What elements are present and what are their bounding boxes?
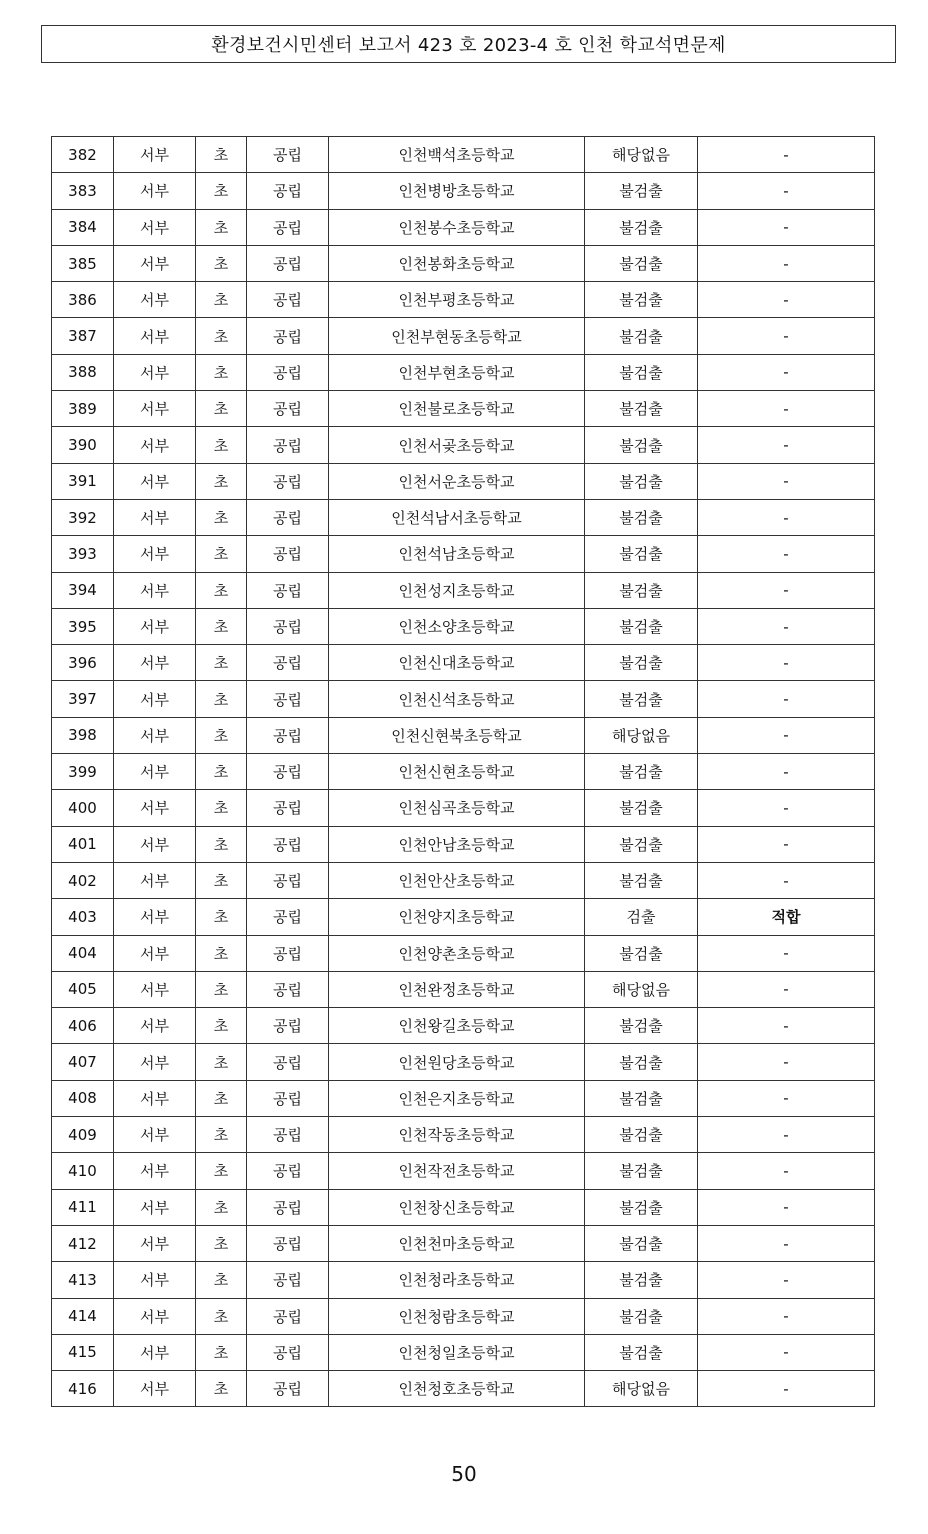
result-cell: - [698, 862, 875, 898]
school-name-cell: 인천작전초등학교 [329, 1153, 585, 1189]
school-name-cell: 인천작동초등학교 [329, 1117, 585, 1153]
school-type-cell: 공립 [247, 1334, 329, 1370]
asbestos-status-cell: 불검출 [585, 209, 698, 245]
school-name-cell: 인천천마초등학교 [329, 1225, 585, 1261]
row-number-cell: 409 [52, 1117, 114, 1153]
row-number-cell: 387 [52, 318, 114, 354]
row-number-cell: 414 [52, 1298, 114, 1334]
result-cell: - [698, 645, 875, 681]
page-number: 50 [451, 1462, 477, 1486]
result-cell: 적합 [698, 899, 875, 935]
result-cell: - [698, 499, 875, 535]
row-number-cell: 398 [52, 717, 114, 753]
result-cell: - [698, 1334, 875, 1370]
result-cell: - [698, 354, 875, 390]
table-row [52, 1298, 875, 1334]
table-row [52, 354, 875, 390]
school-name-cell: 인천소양초등학교 [329, 608, 585, 644]
school-name-cell: 인천서곶초등학교 [329, 427, 585, 463]
report-title: 환경보건시민센터 보고서 423 호 2023-4 호 인천 학교석면문제 [211, 35, 726, 56]
school-level-cell: 초 [196, 754, 247, 790]
asbestos-status-cell: 해당없음 [585, 137, 698, 173]
row-number-cell: 401 [52, 826, 114, 862]
result-cell: - [698, 608, 875, 644]
row-number-cell: 384 [52, 209, 114, 245]
region-cell: 서부 [114, 499, 196, 535]
school-type-cell: 공립 [247, 1044, 329, 1080]
row-number-cell: 405 [52, 971, 114, 1007]
school-name-cell: 인천성지초등학교 [329, 572, 585, 608]
table-row [52, 1262, 875, 1298]
school-type-cell: 공립 [247, 209, 329, 245]
school-type-cell: 공립 [247, 899, 329, 935]
result-cell: - [698, 1008, 875, 1044]
table-row [52, 862, 875, 898]
school-name-cell: 인천부현초등학교 [329, 354, 585, 390]
asbestos-status-cell: 불검출 [585, 173, 698, 209]
school-type-cell: 공립 [247, 391, 329, 427]
region-cell: 서부 [114, 935, 196, 971]
school-name-cell: 인천신현북초등학교 [329, 717, 585, 753]
asbestos-status-cell: 불검출 [585, 499, 698, 535]
region-cell: 서부 [114, 826, 196, 862]
result-cell: - [698, 1189, 875, 1225]
row-number-cell: 412 [52, 1225, 114, 1261]
region-cell: 서부 [114, 354, 196, 390]
region-cell: 서부 [114, 790, 196, 826]
result-cell: - [698, 1262, 875, 1298]
row-number-cell: 386 [52, 282, 114, 318]
asbestos-status-cell: 불검출 [585, 282, 698, 318]
result-cell: - [698, 391, 875, 427]
asbestos-status-cell: 해당없음 [585, 971, 698, 1007]
asbestos-status-cell: 불검출 [585, 354, 698, 390]
school-name-cell: 인천석남서초등학교 [329, 499, 585, 535]
asbestos-status-cell: 불검출 [585, 463, 698, 499]
asbestos-status-cell: 불검출 [585, 790, 698, 826]
region-cell: 서부 [114, 862, 196, 898]
school-type-cell: 공립 [247, 1153, 329, 1189]
school-level-cell: 초 [196, 499, 247, 535]
result-cell: - [698, 826, 875, 862]
asbestos-status-cell: 불검출 [585, 608, 698, 644]
result-cell: - [698, 1117, 875, 1153]
row-number-cell: 410 [52, 1153, 114, 1189]
report-header [41, 25, 896, 63]
asbestos-status-cell: 불검출 [585, 1080, 698, 1116]
school-level-cell: 초 [196, 1117, 247, 1153]
row-number-cell: 396 [52, 645, 114, 681]
region-cell: 서부 [114, 681, 196, 717]
table-row [52, 1371, 875, 1407]
row-number-cell: 408 [52, 1080, 114, 1116]
asbestos-status-cell: 불검출 [585, 862, 698, 898]
school-type-cell: 공립 [247, 463, 329, 499]
region-cell: 서부 [114, 1262, 196, 1298]
table-row [52, 1008, 875, 1044]
school-type-cell: 공립 [247, 282, 329, 318]
school-level-cell: 초 [196, 209, 247, 245]
table-row [52, 790, 875, 826]
asbestos-status-cell: 불검출 [585, 681, 698, 717]
school-name-cell: 인천신현초등학교 [329, 754, 585, 790]
result-cell: - [698, 536, 875, 572]
school-level-cell: 초 [196, 899, 247, 935]
school-name-cell: 인천안남초등학교 [329, 826, 585, 862]
school-level-cell: 초 [196, 391, 247, 427]
school-level-cell: 초 [196, 1044, 247, 1080]
school-type-cell: 공립 [247, 354, 329, 390]
row-number-cell: 392 [52, 499, 114, 535]
region-cell: 서부 [114, 717, 196, 753]
asbestos-status-cell: 불검출 [585, 1225, 698, 1261]
school-level-cell: 초 [196, 137, 247, 173]
school-name-cell: 인천봉수초등학교 [329, 209, 585, 245]
school-name-cell: 인천양지초등학교 [329, 899, 585, 935]
row-number-cell: 403 [52, 899, 114, 935]
table-row [52, 1334, 875, 1370]
region-cell: 서부 [114, 137, 196, 173]
table-row [52, 572, 875, 608]
table-row [52, 1044, 875, 1080]
region-cell: 서부 [114, 318, 196, 354]
result-cell: - [698, 1080, 875, 1116]
row-number-cell: 399 [52, 754, 114, 790]
school-level-cell: 초 [196, 971, 247, 1007]
region-cell: 서부 [114, 427, 196, 463]
result-cell: - [698, 1371, 875, 1407]
school-type-cell: 공립 [247, 245, 329, 281]
result-cell: - [698, 1044, 875, 1080]
school-level-cell: 초 [196, 173, 247, 209]
asbestos-status-cell: 불검출 [585, 318, 698, 354]
school-name-cell: 인천원당초등학교 [329, 1044, 585, 1080]
table-row [52, 1153, 875, 1189]
region-cell: 서부 [114, 1153, 196, 1189]
result-cell: - [698, 137, 875, 173]
row-number-cell: 395 [52, 608, 114, 644]
region-cell: 서부 [114, 1117, 196, 1153]
region-cell: 서부 [114, 572, 196, 608]
asbestos-status-cell: 불검출 [585, 1189, 698, 1225]
region-cell: 서부 [114, 645, 196, 681]
region-cell: 서부 [114, 1225, 196, 1261]
table-row [52, 427, 875, 463]
result-cell: - [698, 754, 875, 790]
row-number-cell: 390 [52, 427, 114, 463]
region-cell: 서부 [114, 754, 196, 790]
table-body [52, 137, 875, 1407]
asbestos-status-cell: 불검출 [585, 826, 698, 862]
table-row [52, 826, 875, 862]
row-number-cell: 393 [52, 536, 114, 572]
table-row [52, 754, 875, 790]
result-cell: - [698, 318, 875, 354]
school-level-cell: 초 [196, 681, 247, 717]
table-row [52, 608, 875, 644]
region-cell: 서부 [114, 536, 196, 572]
table-row [52, 681, 875, 717]
region-cell: 서부 [114, 209, 196, 245]
school-type-cell: 공립 [247, 1189, 329, 1225]
school-level-cell: 초 [196, 1153, 247, 1189]
table-row [52, 282, 875, 318]
school-type-cell: 공립 [247, 826, 329, 862]
row-number-cell: 400 [52, 790, 114, 826]
result-cell: - [698, 245, 875, 281]
school-type-cell: 공립 [247, 717, 329, 753]
school-level-cell: 초 [196, 717, 247, 753]
school-level-cell: 초 [196, 282, 247, 318]
school-type-cell: 공립 [247, 1225, 329, 1261]
school-name-cell: 인천양촌초등학교 [329, 935, 585, 971]
school-level-cell: 초 [196, 1298, 247, 1334]
school-level-cell: 초 [196, 354, 247, 390]
table-row [52, 971, 875, 1007]
row-number-cell: 407 [52, 1044, 114, 1080]
school-name-cell: 인천안산초등학교 [329, 862, 585, 898]
school-name-cell: 인천청라초등학교 [329, 1262, 585, 1298]
school-name-cell: 인천청호초등학교 [329, 1371, 585, 1407]
region-cell: 서부 [114, 1080, 196, 1116]
school-type-cell: 공립 [247, 1008, 329, 1044]
table-row [52, 499, 875, 535]
school-type-cell: 공립 [247, 137, 329, 173]
table-row [52, 463, 875, 499]
school-name-cell: 인천청일초등학교 [329, 1334, 585, 1370]
school-type-cell: 공립 [247, 427, 329, 463]
school-level-cell: 초 [196, 463, 247, 499]
school-type-cell: 공립 [247, 862, 329, 898]
school-name-cell: 인천불로초등학교 [329, 391, 585, 427]
asbestos-status-cell: 불검출 [585, 245, 698, 281]
asbestos-status-cell: 불검출 [585, 935, 698, 971]
school-name-cell: 인천봉화초등학교 [329, 245, 585, 281]
table-row [52, 137, 875, 173]
school-type-cell: 공립 [247, 608, 329, 644]
row-number-cell: 413 [52, 1262, 114, 1298]
asbestos-status-cell: 불검출 [585, 645, 698, 681]
table-row [52, 1189, 875, 1225]
school-type-cell: 공립 [247, 536, 329, 572]
row-number-cell: 411 [52, 1189, 114, 1225]
school-name-cell: 인천백석초등학교 [329, 137, 585, 173]
asbestos-status-cell: 불검출 [585, 1262, 698, 1298]
result-cell: - [698, 935, 875, 971]
school-level-cell: 초 [196, 1189, 247, 1225]
region-cell: 서부 [114, 1334, 196, 1370]
school-level-cell: 초 [196, 572, 247, 608]
school-type-cell: 공립 [247, 1298, 329, 1334]
region-cell: 서부 [114, 1008, 196, 1044]
region-cell: 서부 [114, 282, 196, 318]
row-number-cell: 402 [52, 862, 114, 898]
asbestos-status-cell: 해당없음 [585, 717, 698, 753]
school-type-cell: 공립 [247, 1080, 329, 1116]
asbestos-status-cell: 불검출 [585, 1153, 698, 1189]
result-cell: - [698, 681, 875, 717]
school-type-cell: 공립 [247, 681, 329, 717]
table-row [52, 1225, 875, 1261]
asbestos-status-cell: 불검출 [585, 1008, 698, 1044]
asbestos-status-cell: 불검출 [585, 572, 698, 608]
school-name-cell: 인천서운초등학교 [329, 463, 585, 499]
school-type-cell: 공립 [247, 935, 329, 971]
asbestos-status-cell: 불검출 [585, 1334, 698, 1370]
school-name-cell: 인천창신초등학교 [329, 1189, 585, 1225]
school-type-cell: 공립 [247, 499, 329, 535]
school-level-cell: 초 [196, 318, 247, 354]
table-row [52, 173, 875, 209]
table-row [52, 935, 875, 971]
school-type-cell: 공립 [247, 318, 329, 354]
school-name-cell: 인천신대초등학교 [329, 645, 585, 681]
asbestos-status-cell: 불검출 [585, 536, 698, 572]
row-number-cell: 382 [52, 137, 114, 173]
row-number-cell: 415 [52, 1334, 114, 1370]
result-cell: - [698, 971, 875, 1007]
asbestos-status-cell: 불검출 [585, 427, 698, 463]
asbestos-status-cell: 검출 [585, 899, 698, 935]
table-row [52, 717, 875, 753]
table-row [52, 899, 875, 935]
school-level-cell: 초 [196, 1262, 247, 1298]
school-level-cell: 초 [196, 645, 247, 681]
school-level-cell: 초 [196, 1334, 247, 1370]
region-cell: 서부 [114, 1298, 196, 1334]
result-cell: - [698, 1225, 875, 1261]
result-cell: - [698, 427, 875, 463]
school-type-cell: 공립 [247, 1371, 329, 1407]
result-cell: - [698, 282, 875, 318]
region-cell: 서부 [114, 899, 196, 935]
school-name-cell: 인천완정초등학교 [329, 971, 585, 1007]
school-type-cell: 공립 [247, 645, 329, 681]
school-type-cell: 공립 [247, 754, 329, 790]
school-type-cell: 공립 [247, 790, 329, 826]
school-type-cell: 공립 [247, 572, 329, 608]
row-number-cell: 404 [52, 935, 114, 971]
region-cell: 서부 [114, 1044, 196, 1080]
school-level-cell: 초 [196, 790, 247, 826]
school-type-cell: 공립 [247, 1117, 329, 1153]
region-cell: 서부 [114, 1189, 196, 1225]
result-cell: - [698, 463, 875, 499]
row-number-cell: 383 [52, 173, 114, 209]
school-level-cell: 초 [196, 1371, 247, 1407]
school-type-cell: 공립 [247, 1262, 329, 1298]
school-level-cell: 초 [196, 245, 247, 281]
row-number-cell: 388 [52, 354, 114, 390]
school-name-cell: 인천부현동초등학교 [329, 318, 585, 354]
asbestos-status-cell: 불검출 [585, 1298, 698, 1334]
table-row [52, 209, 875, 245]
school-level-cell: 초 [196, 935, 247, 971]
table-row [52, 1080, 875, 1116]
asbestos-status-cell: 불검출 [585, 754, 698, 790]
school-name-cell: 인천은지초등학교 [329, 1080, 585, 1116]
table-row [52, 318, 875, 354]
row-number-cell: 406 [52, 1008, 114, 1044]
region-cell: 서부 [114, 245, 196, 281]
school-level-cell: 초 [196, 1008, 247, 1044]
school-name-cell: 인천석남초등학교 [329, 536, 585, 572]
row-number-cell: 397 [52, 681, 114, 717]
asbestos-status-cell: 불검출 [585, 1044, 698, 1080]
school-name-cell: 인천병방초등학교 [329, 173, 585, 209]
school-name-cell: 인천왕길초등학교 [329, 1008, 585, 1044]
region-cell: 서부 [114, 1371, 196, 1407]
row-number-cell: 389 [52, 391, 114, 427]
school-level-cell: 초 [196, 608, 247, 644]
region-cell: 서부 [114, 463, 196, 499]
result-cell: - [698, 173, 875, 209]
table-row [52, 245, 875, 281]
school-level-cell: 초 [196, 826, 247, 862]
row-number-cell: 416 [52, 1371, 114, 1407]
region-cell: 서부 [114, 391, 196, 427]
table-row [52, 1117, 875, 1153]
result-cell: - [698, 1298, 875, 1334]
region-cell: 서부 [114, 971, 196, 1007]
school-level-cell: 초 [196, 1080, 247, 1116]
school-asbestos-table [51, 136, 875, 1407]
school-name-cell: 인천심곡초등학교 [329, 790, 585, 826]
school-type-cell: 공립 [247, 173, 329, 209]
school-name-cell: 인천청람초등학교 [329, 1298, 585, 1334]
asbestos-status-cell: 해당없음 [585, 1371, 698, 1407]
result-cell: - [698, 717, 875, 753]
table-row [52, 536, 875, 572]
asbestos-status-cell: 불검출 [585, 1117, 698, 1153]
result-cell: - [698, 572, 875, 608]
school-level-cell: 초 [196, 1225, 247, 1261]
result-cell: - [698, 790, 875, 826]
row-number-cell: 385 [52, 245, 114, 281]
school-name-cell: 인천신석초등학교 [329, 681, 585, 717]
school-type-cell: 공립 [247, 971, 329, 1007]
table-row [52, 391, 875, 427]
school-level-cell: 초 [196, 862, 247, 898]
row-number-cell: 391 [52, 463, 114, 499]
region-cell: 서부 [114, 608, 196, 644]
asbestos-status-cell: 불검출 [585, 391, 698, 427]
school-level-cell: 초 [196, 536, 247, 572]
table-row [52, 645, 875, 681]
school-name-cell: 인천부평초등학교 [329, 282, 585, 318]
school-level-cell: 초 [196, 427, 247, 463]
result-cell: - [698, 209, 875, 245]
row-number-cell: 394 [52, 572, 114, 608]
result-cell: - [698, 1153, 875, 1189]
region-cell: 서부 [114, 173, 196, 209]
